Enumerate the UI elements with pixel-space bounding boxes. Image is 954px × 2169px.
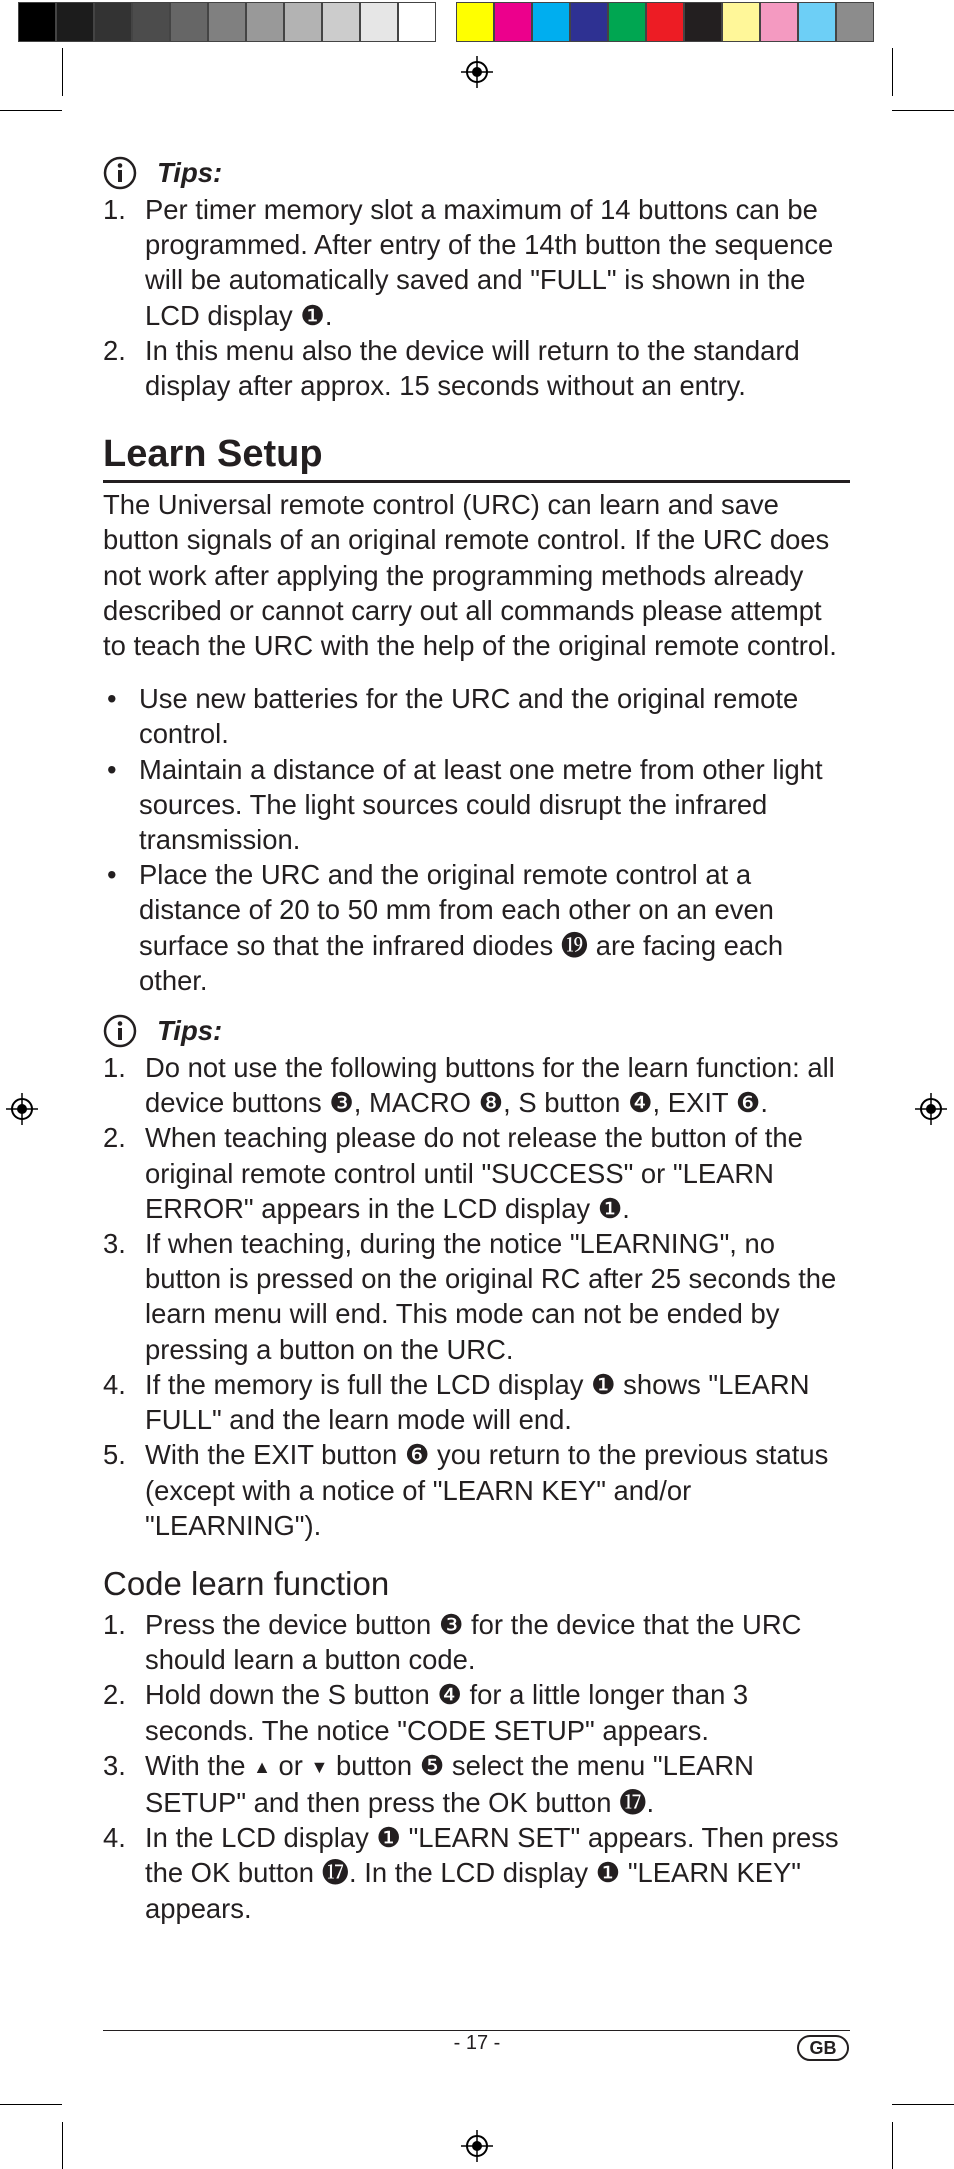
steps-list [103, 1607, 850, 1926]
color-swatch [798, 2, 836, 42]
registration-mark-icon [461, 2130, 493, 2162]
registration-mark-icon [915, 1093, 947, 1125]
color-swatch [170, 2, 208, 42]
color-swatch [360, 2, 398, 42]
color-swatch [246, 2, 284, 42]
crop-mark [892, 2122, 893, 2169]
list-item: 1. Per timer memory slot a maximum of 14 buttons can be programmed. After entry of the 14th button the sequence will be automatically saved and "FULL" is shown in the LCD display ❶. [103, 194, 834, 331]
list-item: 4. If the memory is full the LCD display ❶ shows "LEARN FULL" and the learn mode will end. [103, 1368, 810, 1436]
crop-mark [62, 48, 63, 96]
swatch-gap [436, 2, 456, 42]
list-item: 2. In this menu also the device will return to the standard display after approx. 15 seconds without an entry. [103, 334, 800, 402]
crop-mark [62, 2122, 63, 2169]
tips-list [103, 192, 850, 403]
list-item: 4. In the LCD display ❶ "LEARN SET" appears. Then press the OK button ⓱. In the LCD display ❶ "LEARN KEY" appears. [103, 1822, 839, 1924]
list-item: • Maintain a distance of at least one metre from other light sources. The light sources could disrupt the infrared transmission. [107, 753, 823, 856]
color-swatch [494, 2, 532, 42]
color-swatch [760, 2, 798, 42]
list-item: 5. With the EXIT button ❻ you return to the previous status (except with a notice of "LEARN KEY" and/or "LEARNING"). [103, 1439, 829, 1541]
tips-list [103, 1050, 850, 1543]
color-swatch [684, 2, 722, 42]
section-heading-code-learn: Code learn function [103, 1564, 390, 1602]
color-swatch [570, 2, 608, 42]
list-item: 1. Press the device button ❸ for the device that the URC should learn a button code. [103, 1608, 802, 1676]
color-swatch [56, 2, 94, 42]
color-swatch [18, 2, 56, 42]
list-item: 2. Hold down the S button ❹ for a little longer than 3 seconds. The notice "CODE SETUP" appears. [103, 1679, 749, 1746]
color-swatch [132, 2, 170, 42]
registration-mark-icon [461, 56, 493, 88]
color-swatch [456, 2, 494, 42]
info-icon [103, 1014, 137, 1048]
info-icon [103, 156, 137, 190]
color-swatch [208, 2, 246, 42]
crop-mark [892, 48, 893, 96]
country-badge: GB [797, 2035, 849, 2061]
tips-header [103, 1014, 850, 1048]
section-heading-learn-setup: Learn Setup [103, 433, 850, 483]
learn-setup-intro: The Universal remote control (URC) can learn and save button signals of an original remote control. If the URC does not work after applying the programming methods already described or cannot carry out all commands please attempt to teach the URC with the help of the original remote control. [103, 489, 837, 662]
list-item: 2. When teaching please do not release the button of the original remote control until "SUCCESS" or "LEARN ERROR" appears in the LCD display ❶. [103, 1122, 803, 1224]
tips-label: Tips: [157, 157, 223, 188]
color-swatch [608, 2, 646, 42]
color-swatch [722, 2, 760, 42]
registration-mark-icon [6, 1093, 38, 1125]
color-calibration-bar [18, 2, 874, 42]
color-swatch [646, 2, 684, 42]
list-item: • Place the URC and the original remote control at a distance of 20 to 50 mm from each other on an even surface so that the infrared diodes ⓳ are facing each other. [107, 859, 784, 996]
color-swatch [836, 2, 874, 42]
color-swatch [398, 2, 436, 42]
list-item: 1. Do not use the following buttons for the learn function: all device buttons ❸, MACRO ❽, S button ❹, EXIT ❻. [103, 1052, 835, 1119]
list-item: 3. With the ▲ or ▼ button ❺ select the menu "LEARN SETUP" and then press the OK button ⓱. [103, 1749, 754, 1818]
bullet-list [103, 681, 850, 998]
tips-header [103, 156, 850, 190]
list-item: • Use new batteries for the URC and the original remote control. [107, 683, 799, 750]
down-arrow-icon: ▼ [310, 1756, 329, 1777]
page-content [103, 150, 850, 1926]
list-item: 3. If when teaching, during the notice "LEARNING", no button is pressed on the original RC after 25 seconds the learn menu will end. This mode can not be ended by pressing a button on the URC. [103, 1228, 837, 1365]
page-number: - 17 - [453, 2032, 501, 2054]
crop-mark [892, 110, 954, 111]
tips-label: Tips: [157, 1015, 223, 1047]
color-swatch [322, 2, 360, 42]
color-swatch [532, 2, 570, 42]
footer-divider [103, 2030, 850, 2031]
crop-mark [892, 2104, 954, 2105]
crop-mark [0, 110, 62, 111]
color-swatch [284, 2, 322, 42]
color-swatch [94, 2, 132, 42]
crop-mark [0, 2104, 62, 2105]
up-arrow-icon: ▲ [253, 1756, 271, 1777]
